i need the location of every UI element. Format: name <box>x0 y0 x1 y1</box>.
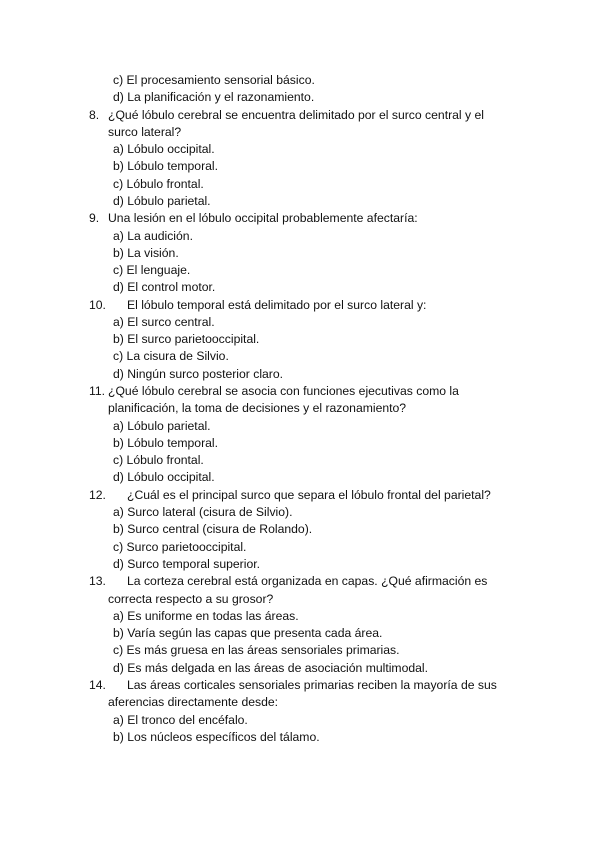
option-line: d) La planificación y el razonamiento. <box>113 90 315 104</box>
option-line: d) Es más delgada en las áreas de asociación multimodal. <box>113 661 429 675</box>
option-line: c) Es más gruesa en las áreas sensoriales primarias. <box>113 643 400 657</box>
option-line: b) La visión. <box>113 246 179 260</box>
option-line: c) El procesamiento sensorial básico. <box>113 73 315 87</box>
option-line: c) Lóbulo frontal. <box>113 177 204 191</box>
question-number: 9. <box>89 211 100 225</box>
option-line: c) La cisura de Silvio. <box>113 349 229 363</box>
question-text: El lóbulo temporal está delimitado por el surco lateral y: <box>127 298 427 312</box>
option-line: c) Surco parietooccipital. <box>113 540 247 554</box>
option-line: b) Lóbulo temporal. <box>113 436 219 450</box>
option-line: a) Es uniforme en todas las áreas. <box>113 609 299 623</box>
question-number: 10. <box>89 298 106 312</box>
question-text: La corteza cerebral está organizada en capas. ¿Qué afirmación es <box>127 574 488 588</box>
option-line: b) Lóbulo temporal. <box>113 159 219 173</box>
option-line: c) Lóbulo frontal. <box>113 453 204 467</box>
option-line: d) El control motor. <box>113 280 216 294</box>
question-text-continued: correcta respecto a su grosor? <box>108 592 274 606</box>
option-line: a) Lóbulo parietal. <box>113 419 211 433</box>
option-line: b) El surco parietooccipital. <box>113 332 260 346</box>
option-line: d) Lóbulo occipital. <box>113 470 215 484</box>
option-line: d) Ningún surco posterior claro. <box>113 367 284 381</box>
question-text-continued: aferencias directamente desde: <box>108 695 279 709</box>
question-text: Las áreas corticales sensoriales primarias reciben la mayoría de sus <box>127 678 497 692</box>
question-number: 14. <box>89 678 106 692</box>
question-number: 12. <box>89 488 106 502</box>
question-text: Una lesión en el lóbulo occipital probablemente afectaría: <box>108 211 418 225</box>
option-line: a) Surco lateral (cisura de Silvio). <box>113 505 293 519</box>
question-number: 8. <box>89 108 100 122</box>
option-line: b) Varía según las capas que presenta cada área. <box>113 626 383 640</box>
option-line: a) Lóbulo occipital. <box>113 142 215 156</box>
option-line: b) Los núcleos específicos del tálamo. <box>113 730 320 744</box>
question-number: 11. <box>89 384 106 398</box>
option-line: b) Surco central (cisura de Rolando). <box>113 522 313 536</box>
option-line: c) El lenguaje. <box>113 263 191 277</box>
question-text: ¿Qué lóbulo cerebral se encuentra delimitado por el surco central y el <box>108 108 484 122</box>
question-text: ¿Cuál es el principal surco que separa el lóbulo frontal del parietal? <box>127 488 491 502</box>
option-line: a) La audición. <box>113 229 193 243</box>
option-line: d) Surco temporal superior. <box>113 557 260 571</box>
question-text-continued: surco lateral? <box>108 125 182 139</box>
question-text: ¿Qué lóbulo cerebral se asocia con funciones ejecutivas como la <box>108 384 459 398</box>
option-line: a) El surco central. <box>113 315 215 329</box>
question-text-continued: planificación, la toma de decisiones y el razonamiento? <box>108 401 407 415</box>
option-line: d) Lóbulo parietal. <box>113 194 211 208</box>
option-line: a) El tronco del encéfalo. <box>113 713 248 727</box>
question-number: 13. <box>89 574 106 588</box>
